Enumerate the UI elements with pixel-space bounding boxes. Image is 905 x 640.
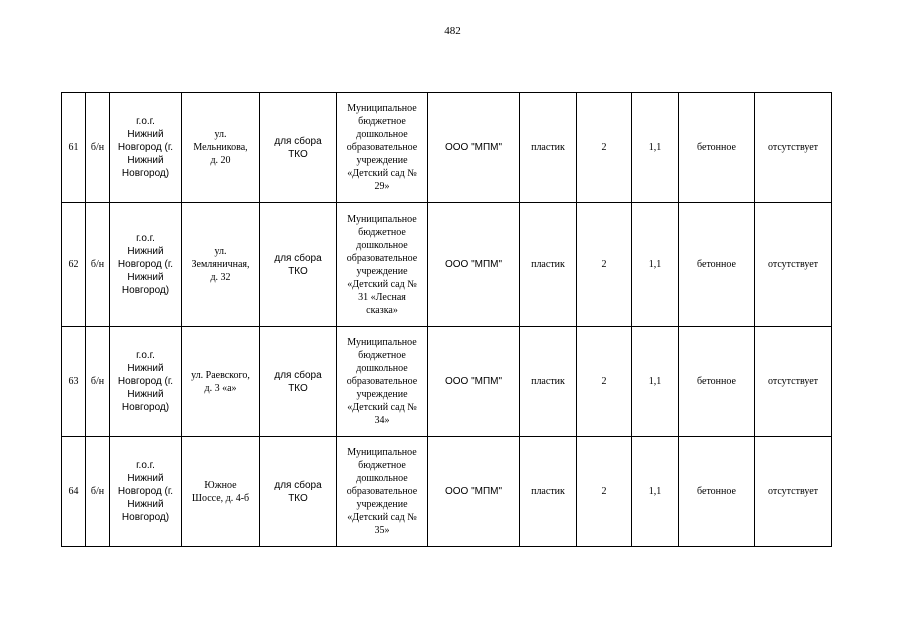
table-row (62, 93, 832, 203)
cell-owner: Муниципальное бюджетное дошкольное образовательное учреждение «Детский сад № 35» (337, 437, 428, 547)
table-row (62, 327, 832, 437)
cell-municipality: г.о.г. Нижний Новгород (г. Нижний Новгород) (110, 437, 182, 547)
cell-number: 61 (62, 93, 86, 203)
cell-material: пластик (520, 437, 577, 547)
table-body (62, 93, 832, 547)
table-row (62, 203, 832, 327)
cell-fence: отсутствует (755, 93, 832, 203)
cell-material: пластик (520, 327, 577, 437)
cell-material: пластик (520, 203, 577, 327)
cell-operator: ООО "МПМ" (428, 327, 520, 437)
cell-purpose: для сбора ТКО (260, 93, 337, 203)
cell-count: 2 (577, 203, 632, 327)
cell-volume: 1,1 (632, 327, 679, 437)
cell-volume: 1,1 (632, 93, 679, 203)
cell-fence: отсутствует (755, 437, 832, 547)
cell-fence: отсутствует (755, 327, 832, 437)
cell-count: 2 (577, 93, 632, 203)
cell-operator: ООО "МПМ" (428, 93, 520, 203)
cell-municipality: г.о.г. Нижний Новгород (г. Нижний Новгород) (110, 203, 182, 327)
cell-purpose: для сбора ТКО (260, 437, 337, 547)
cell-operator: ООО "МПМ" (428, 203, 520, 327)
cell-surface: бетонное (679, 203, 755, 327)
cell-number: 62 (62, 203, 86, 327)
cell-surface: бетонное (679, 437, 755, 547)
cell-purpose: для сбора ТКО (260, 327, 337, 437)
cell-material: пластик (520, 93, 577, 203)
cell-surface: бетонное (679, 93, 755, 203)
cell-address: ул. Земляничная, д. 32 (182, 203, 260, 327)
cell-address: ул. Мельникова, д. 20 (182, 93, 260, 203)
cell-bn: б/н (86, 93, 110, 203)
cell-owner: Муниципальное бюджетное дошкольное образовательное учреждение «Детский сад № 29» (337, 93, 428, 203)
cell-owner: Муниципальное бюджетное дошкольное образовательное учреждение «Детский сад № 34» (337, 327, 428, 437)
cell-number: 64 (62, 437, 86, 547)
cell-bn: б/н (86, 437, 110, 547)
cell-count: 2 (577, 437, 632, 547)
cell-count: 2 (577, 327, 632, 437)
waste-sites-table (61, 92, 832, 547)
cell-volume: 1,1 (632, 437, 679, 547)
cell-address: Южное Шоссе, д. 4-б (182, 437, 260, 547)
cell-number: 63 (62, 327, 86, 437)
cell-municipality: г.о.г. Нижний Новгород (г. Нижний Новгород) (110, 327, 182, 437)
page-number: 482 (444, 25, 461, 37)
cell-bn: б/н (86, 327, 110, 437)
cell-owner: Муниципальное бюджетное дошкольное образовательное учреждение «Детский сад № 31 «Лесная сказка» (337, 203, 428, 327)
cell-municipality: г.о.г. Нижний Новгород (г. Нижний Новгород) (110, 93, 182, 203)
cell-fence: отсутствует (755, 203, 832, 327)
cell-surface: бетонное (679, 327, 755, 437)
cell-volume: 1,1 (632, 203, 679, 327)
cell-purpose: для сбора ТКО (260, 203, 337, 327)
cell-address: ул. Раевского, д. 3 «а» (182, 327, 260, 437)
cell-operator: ООО "МПМ" (428, 437, 520, 547)
cell-bn: б/н (86, 203, 110, 327)
table-row (62, 437, 832, 547)
